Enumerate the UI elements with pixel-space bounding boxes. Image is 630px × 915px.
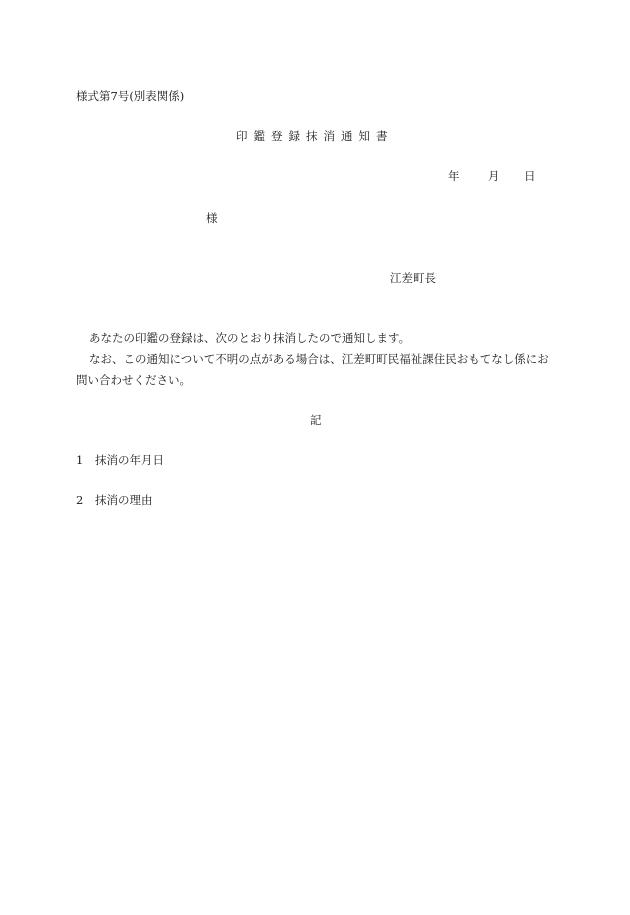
document-title: 印鑑登録抹消通知書 <box>236 129 394 143</box>
date-month-label: 月 <box>488 169 500 183</box>
date-day-label: 日 <box>524 169 536 183</box>
body-text <box>76 328 556 391</box>
body-paragraph-2: なお、この通知について不明の点がある場合は、江差町町民福祉課住民おもてなし係にお問い合わせください。 <box>76 352 549 387</box>
ki-heading: 記 <box>310 413 322 427</box>
item-number: 2 <box>76 493 84 507</box>
item-label: 抹消の理由 <box>95 493 153 507</box>
body-paragraph-1: あなたの印鑑の登録は、次のとおり抹消したので通知します。 <box>89 331 411 345</box>
date-line <box>448 168 536 184</box>
item-label: 抹消の年月日 <box>95 453 164 467</box>
list-item <box>76 492 153 508</box>
addressee-suffix: 様 <box>206 211 218 225</box>
sender-name: 江差町長 <box>390 271 436 285</box>
date-year-label: 年 <box>448 169 460 183</box>
item-number: 1 <box>76 453 84 467</box>
form-number: 様式第7号(別表関係) <box>76 89 185 103</box>
list-item <box>76 452 164 468</box>
